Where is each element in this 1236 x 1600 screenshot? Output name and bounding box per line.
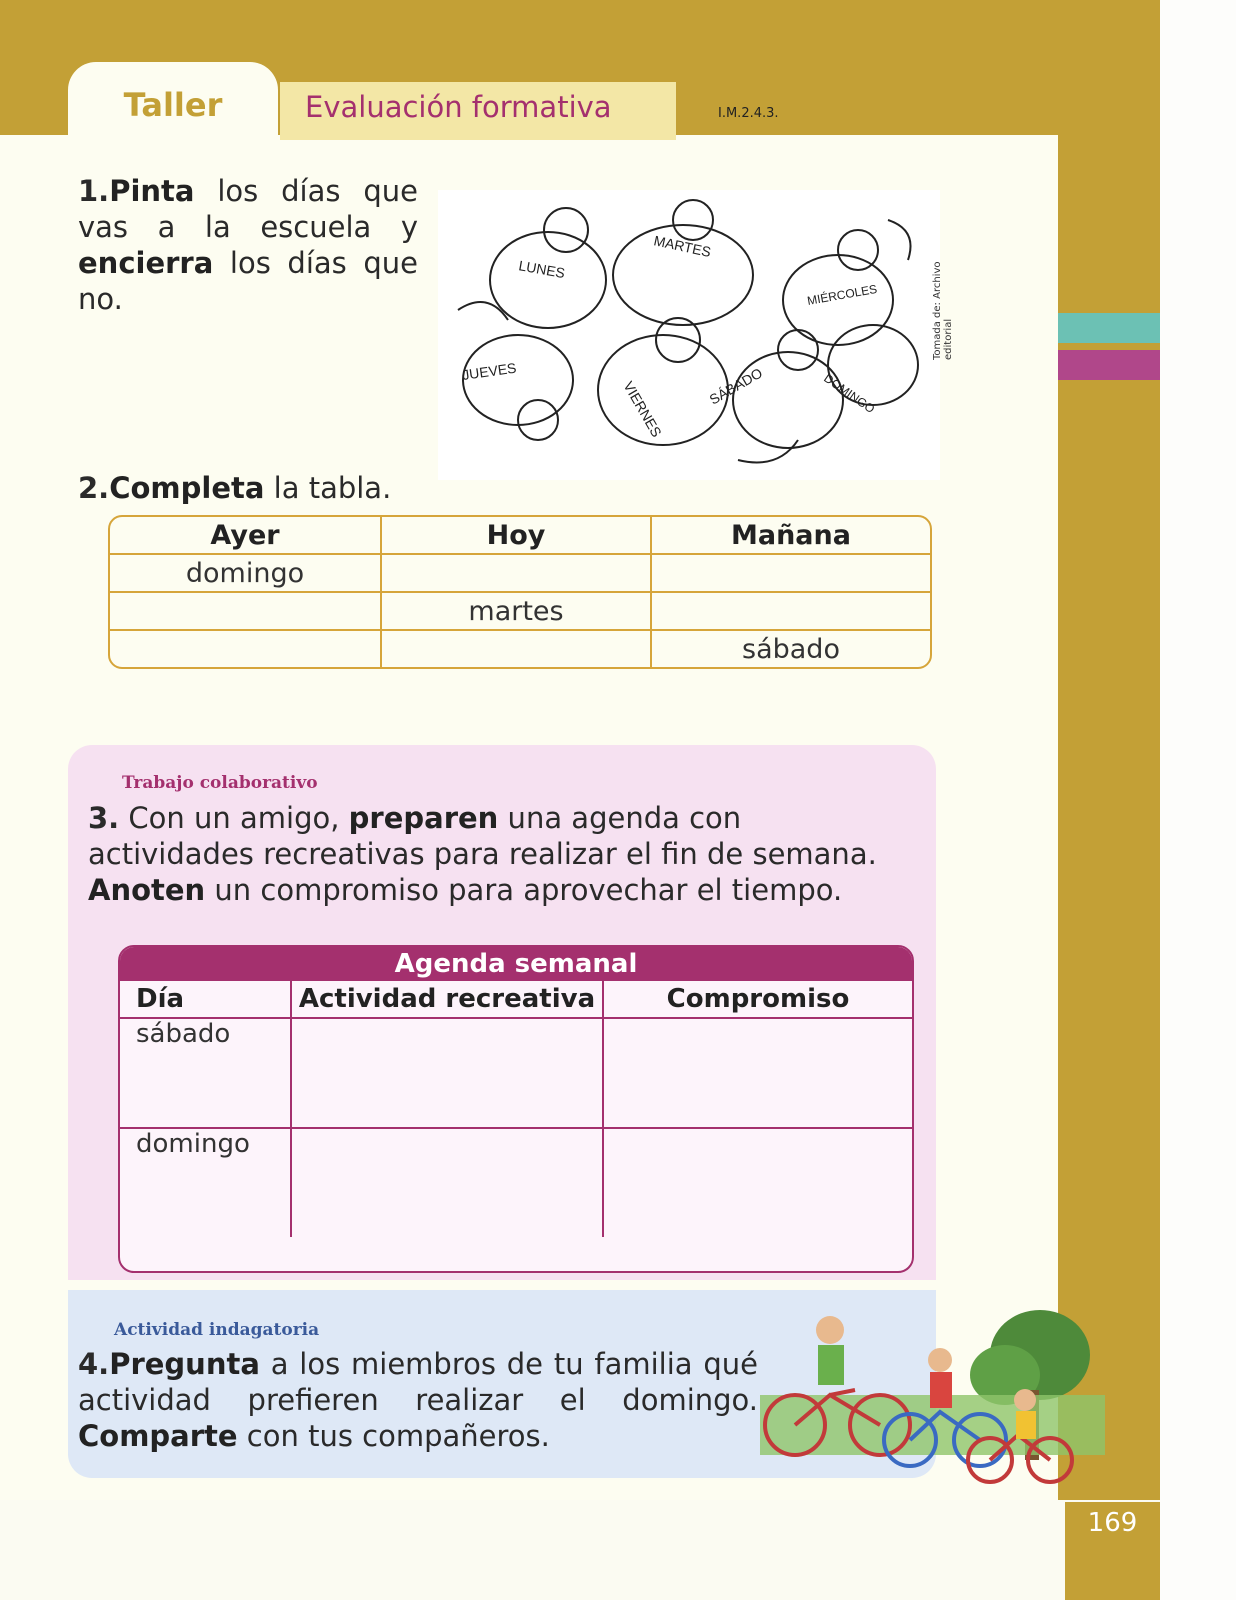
agenda-title: Agenda semanal bbox=[120, 947, 912, 981]
question-number: 2. bbox=[78, 471, 110, 505]
page-margin bbox=[1160, 0, 1236, 1600]
table-cell: domingo bbox=[120, 1129, 292, 1237]
header-hoy: Hoy bbox=[382, 517, 652, 555]
indicator-code: I.M.2.4.3. bbox=[718, 106, 779, 121]
header-actividad: Actividad recreativa bbox=[292, 981, 604, 1019]
question-number: 4. bbox=[78, 1347, 110, 1381]
table-header-row bbox=[120, 981, 912, 1019]
table-row bbox=[110, 555, 930, 593]
verb-anoten: Anoten bbox=[88, 873, 206, 907]
family-bikes-image bbox=[760, 1300, 1105, 1490]
table-cell[interactable] bbox=[110, 593, 382, 631]
header-ayer: Ayer bbox=[110, 517, 382, 555]
question-text: los días que no. bbox=[78, 246, 418, 316]
table-cell[interactable] bbox=[652, 555, 930, 593]
table-cell[interactable] bbox=[604, 1019, 912, 1129]
table-row bbox=[110, 631, 930, 667]
verb-pinta: Pinta bbox=[109, 174, 195, 208]
table-cell[interactable] bbox=[110, 631, 382, 667]
weekly-agenda-table bbox=[118, 945, 914, 1273]
day-label: SÁBADO bbox=[706, 364, 766, 408]
question-number: 3. bbox=[88, 801, 120, 835]
family-bikes-illustration bbox=[760, 1300, 1105, 1490]
agenda-grid bbox=[120, 981, 912, 1237]
day-label: MIÉRCOLES bbox=[806, 281, 879, 308]
day-label: VIERNES bbox=[620, 378, 665, 440]
table-cell[interactable] bbox=[382, 555, 652, 593]
day-label: JUEVES bbox=[461, 359, 518, 383]
table-row bbox=[110, 593, 930, 631]
question-text: un compromiso para aprovechar el tiempo. bbox=[205, 873, 843, 907]
day-label: MARTES bbox=[652, 232, 713, 261]
question-text: con tus compañeros. bbox=[237, 1419, 550, 1453]
question-2 bbox=[78, 470, 391, 506]
table-cell[interactable] bbox=[292, 1129, 604, 1237]
page-number: 169 bbox=[1087, 1508, 1138, 1538]
days-table bbox=[108, 515, 932, 669]
table-header-row bbox=[110, 517, 930, 555]
verb-pregunta: Pregunta bbox=[109, 1347, 260, 1381]
question-text: una agenda con actividades recreativas para realizar el fin de semana. bbox=[88, 801, 877, 871]
collaborative-label: Trabajo colaborativo bbox=[122, 773, 318, 793]
inquiry-label: Actividad indagatoria bbox=[114, 1320, 320, 1340]
bottom-strip bbox=[0, 1500, 1160, 1600]
table-cell[interactable] bbox=[604, 1129, 912, 1237]
table-cell[interactable]: sábado bbox=[742, 633, 840, 665]
table-cell[interactable] bbox=[652, 593, 930, 631]
image-credit: Tomada de: Archivo editorial bbox=[932, 261, 954, 360]
question-number: 1. bbox=[78, 174, 110, 208]
header-manana: Mañana bbox=[652, 517, 930, 555]
verb-comparte: Comparte bbox=[78, 1419, 238, 1453]
days-cartoon-illustration bbox=[438, 190, 940, 480]
question-text: Con un amigo, bbox=[128, 801, 349, 835]
table-row bbox=[120, 1129, 912, 1237]
table-cell: sábado bbox=[120, 1019, 292, 1129]
question-4 bbox=[78, 1346, 758, 1454]
verb-completa: Completa bbox=[109, 471, 265, 505]
header-compromiso: Compromiso bbox=[604, 981, 912, 1019]
verb-preparen: preparen bbox=[348, 801, 499, 835]
table-cell[interactable] bbox=[382, 631, 652, 667]
question-3 bbox=[88, 800, 908, 908]
day-label: DOMINGO bbox=[821, 370, 878, 417]
table-row bbox=[120, 1019, 912, 1129]
days-cartoon-image bbox=[438, 190, 940, 480]
question-text: la tabla. bbox=[264, 471, 392, 505]
section-label: Evaluación formativa bbox=[305, 90, 612, 124]
question-1 bbox=[78, 173, 418, 317]
table-cell[interactable]: domingo bbox=[110, 555, 382, 593]
magenta-tab bbox=[1058, 350, 1160, 380]
header-dia: Día bbox=[120, 981, 292, 1019]
day-label: LUNES bbox=[517, 257, 567, 282]
question-text: los días que vas a la escuela y bbox=[78, 174, 418, 244]
table-cell[interactable] bbox=[292, 1019, 604, 1129]
table-cell[interactable]: martes bbox=[382, 593, 652, 631]
question-text: a los miembros de tu familia qué actividad prefieren realizar el domingo. bbox=[78, 1347, 758, 1417]
teal-tab bbox=[1058, 313, 1160, 343]
verb-encierra: encierra bbox=[78, 246, 214, 280]
tab-label: Taller bbox=[123, 86, 223, 124]
